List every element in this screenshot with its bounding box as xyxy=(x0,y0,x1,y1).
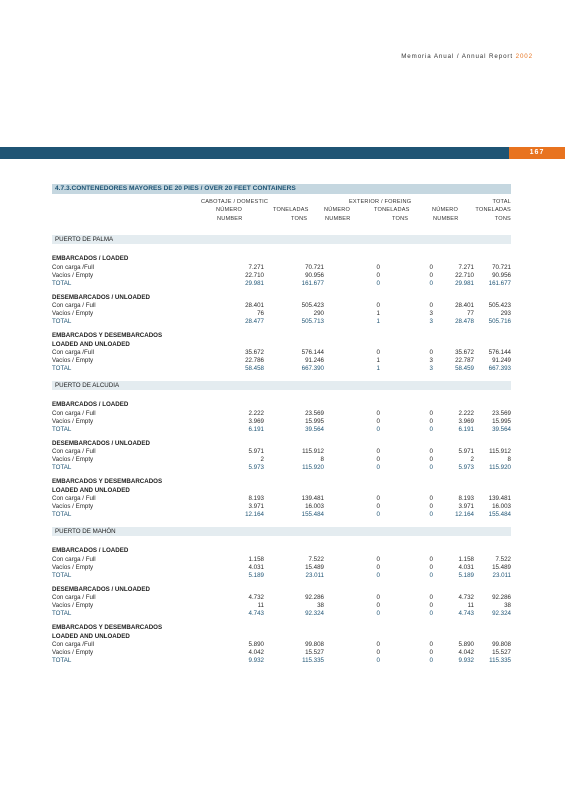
row-value: 0 xyxy=(376,657,380,664)
row-value: 5.890 xyxy=(248,641,264,648)
row-value: 0 xyxy=(376,503,380,510)
row-label: TOTAL xyxy=(52,425,72,433)
row-value: 0 xyxy=(376,511,380,518)
row-value: 0 xyxy=(376,302,380,309)
row-value: 99.808 xyxy=(305,641,324,648)
port-group-body xyxy=(52,255,511,373)
port-group-body xyxy=(52,547,511,665)
total-row xyxy=(52,657,511,665)
row-value: 0 xyxy=(429,610,433,617)
row-value: 3 xyxy=(429,365,433,372)
header-cabotaje: CABOTAJE / DOMESTIC xyxy=(201,199,269,205)
row-label: Con carga /Full xyxy=(52,349,94,356)
port-group-heading: PUERTO DE MAHÓN xyxy=(52,527,511,536)
row-value: 505.716 xyxy=(488,318,511,325)
table-row xyxy=(52,448,511,456)
row-label: TOTAL xyxy=(52,571,72,579)
row-value: 22.787 xyxy=(455,357,474,364)
row-label: Con carga / Full xyxy=(52,594,96,601)
table-row xyxy=(52,410,511,418)
table-row xyxy=(52,349,511,357)
row-value: 1 xyxy=(376,365,380,372)
row-value: 6.191 xyxy=(248,425,264,433)
header-band-navy xyxy=(0,147,509,159)
row-value: 0 xyxy=(429,302,433,309)
block-title: DESEMBARCADOS / UNLOADED xyxy=(52,293,150,301)
row-value: 0 xyxy=(429,456,433,463)
row-value: 92.286 xyxy=(492,594,511,601)
table-row xyxy=(52,556,511,564)
total-row xyxy=(52,464,511,472)
row-value: 3.969 xyxy=(458,417,474,425)
row-value: 39.564 xyxy=(492,425,511,433)
row-value: 115.335 xyxy=(489,657,511,664)
row-value: 155.484 xyxy=(488,511,511,518)
header-toneladas-3: TONELADAS xyxy=(475,207,511,213)
row-value: 2.222 xyxy=(248,409,264,417)
row-value: 2 xyxy=(470,456,474,463)
header-number-2: NUMBER xyxy=(325,216,351,222)
row-value: 23.011 xyxy=(305,571,324,579)
row-value: 8.193 xyxy=(458,495,474,502)
row-value: 0 xyxy=(429,571,433,579)
row-label: Vacíos / Empty xyxy=(52,456,94,463)
row-label: Vacíos / Empty xyxy=(52,417,94,425)
block-title: LOADED AND UNLOADED xyxy=(52,632,130,640)
row-value: 0 xyxy=(429,495,433,502)
running-head-text: Memoria Anual / Annual Report xyxy=(401,53,513,60)
row-value: 1.158 xyxy=(458,555,474,563)
row-value: 576.144 xyxy=(488,349,511,356)
row-value: 0 xyxy=(429,511,433,518)
row-value: 7.522 xyxy=(308,555,324,563)
row-value: 0 xyxy=(429,409,433,417)
row-value: 155.484 xyxy=(301,511,324,518)
row-value: 15.489 xyxy=(305,563,324,571)
row-value: 3.971 xyxy=(458,503,474,510)
row-value: 35.672 xyxy=(455,349,474,356)
row-value: 0 xyxy=(429,349,433,356)
row-value: 28.401 xyxy=(245,302,264,309)
row-value: 115.912 xyxy=(302,448,324,455)
row-value: 0 xyxy=(376,263,380,271)
row-value: 0 xyxy=(376,563,380,571)
row-value: 11 xyxy=(467,602,474,609)
row-value: 0 xyxy=(429,641,433,648)
row-value: 5.971 xyxy=(248,448,264,455)
row-value: 92.324 xyxy=(305,610,324,617)
row-value: 8 xyxy=(320,456,324,463)
row-value: 0 xyxy=(429,649,433,656)
row-value: 7.271 xyxy=(248,263,264,271)
row-value: 39.564 xyxy=(305,425,324,433)
containers-table-section xyxy=(52,184,511,673)
row-value: 7.271 xyxy=(458,263,474,271)
table-row xyxy=(52,503,511,511)
header-number-3: NUMBER xyxy=(433,216,459,222)
row-value: 7.522 xyxy=(495,555,511,563)
row-value: 3.971 xyxy=(248,503,264,510)
row-value: 23.011 xyxy=(492,571,511,579)
row-value: 505.713 xyxy=(301,318,324,325)
block-title: EMBARCADOS / LOADED xyxy=(52,401,129,408)
header-toneladas-1: TONELADAS xyxy=(273,207,309,213)
header-band xyxy=(0,147,565,159)
row-value: 4.031 xyxy=(248,563,264,571)
row-value: 2.222 xyxy=(458,409,474,417)
row-value: 12.164 xyxy=(455,511,474,518)
row-value: 4.042 xyxy=(458,649,474,656)
row-value: 38 xyxy=(504,602,511,609)
header-total: TOTAL xyxy=(492,199,511,205)
header-tons-1: TONS xyxy=(291,216,308,222)
row-value: 0 xyxy=(376,594,380,601)
block-title: EMBARCADOS Y DESEMBARCADOS xyxy=(52,624,163,631)
row-value: 115.335 xyxy=(302,657,324,664)
section-title: 4.7.3.CONTENEDORES MAYORES DE 20 PIES / OVER 20 FEET CONTAINERS xyxy=(52,184,511,194)
row-value: 0 xyxy=(376,409,380,417)
row-label: TOTAL xyxy=(52,318,72,325)
row-value: 0 xyxy=(429,417,433,425)
row-label: Con carga / Full xyxy=(52,448,96,455)
row-value: 161.677 xyxy=(301,279,324,287)
row-value: 0 xyxy=(376,425,380,433)
total-row xyxy=(52,426,511,434)
row-value: 22.710 xyxy=(455,271,474,279)
port-group-heading: PUERTO DE ALCUDIA xyxy=(52,381,511,390)
row-value: 0 xyxy=(429,425,433,433)
row-value: 1 xyxy=(376,357,380,364)
row-value: 4.732 xyxy=(458,594,474,601)
row-value: 35.672 xyxy=(245,349,264,356)
row-label: TOTAL xyxy=(52,279,72,287)
row-value: 0 xyxy=(429,594,433,601)
row-label: Vacíos / Empty xyxy=(52,503,94,510)
row-value: 0 xyxy=(429,279,433,287)
row-value: 293 xyxy=(500,310,511,317)
table-row xyxy=(52,264,511,272)
row-label: TOTAL xyxy=(52,365,72,372)
row-value: 0 xyxy=(429,555,433,563)
row-value: 0 xyxy=(429,563,433,571)
row-value: 576.144 xyxy=(301,349,324,356)
block-title: DESEMBARCADOS / UNLOADED xyxy=(52,439,150,447)
row-value: 2 xyxy=(260,456,264,463)
block-title: EMBARCADOS Y DESEMBARCADOS xyxy=(52,478,163,485)
row-value: 0 xyxy=(429,602,433,609)
row-value: 58.458 xyxy=(245,365,264,372)
group-spacer xyxy=(52,536,511,547)
row-value: 0 xyxy=(376,456,380,463)
row-value: 70.721 xyxy=(492,263,511,271)
group-spacer xyxy=(52,669,511,673)
row-value: 23.569 xyxy=(305,409,324,417)
row-value: 0 xyxy=(429,464,433,471)
row-value: 28.478 xyxy=(455,318,474,325)
table-row xyxy=(52,357,511,365)
table-row xyxy=(52,418,511,426)
row-value: 28.401 xyxy=(455,302,474,309)
row-value: 5.189 xyxy=(248,571,264,579)
header-numero-2: NÚMERO xyxy=(324,207,351,213)
header-tons-2: TONS xyxy=(392,216,409,222)
port-group-body xyxy=(52,401,511,519)
row-value: 0 xyxy=(429,448,433,455)
table-row xyxy=(52,456,511,464)
row-value: 15.995 xyxy=(492,417,511,425)
row-value: 0 xyxy=(376,349,380,356)
row-value: 22.710 xyxy=(245,271,264,279)
row-value: 70.721 xyxy=(305,263,324,271)
running-head-year: 2002 xyxy=(515,53,533,60)
row-value: 15.995 xyxy=(305,417,324,425)
row-value: 1.158 xyxy=(248,555,264,563)
port-group-heading: PUERTO DE PALMA xyxy=(52,235,511,244)
row-value: 16.003 xyxy=(305,503,324,510)
header-number-1: NUMBER xyxy=(217,216,243,222)
header-toneladas-2: TONELADAS xyxy=(374,207,410,213)
row-value: 15.527 xyxy=(305,649,324,656)
row-value: 3 xyxy=(429,310,433,317)
table-row xyxy=(52,302,511,310)
row-value: 90.956 xyxy=(305,271,324,279)
row-value: 8 xyxy=(507,456,511,463)
row-value: 3 xyxy=(429,357,433,364)
row-value: 4.042 xyxy=(248,649,264,656)
row-value: 0 xyxy=(376,602,380,609)
row-value: 12.164 xyxy=(245,511,264,518)
row-value: 0 xyxy=(376,610,380,617)
row-value: 4.743 xyxy=(458,610,474,617)
row-label: Con carga / Full xyxy=(52,555,96,563)
row-label: Vacíos / Empty xyxy=(52,310,94,317)
row-value: 0 xyxy=(376,279,380,287)
row-value: 0 xyxy=(376,495,380,502)
group-spacer xyxy=(52,390,511,401)
table-row xyxy=(52,602,511,610)
row-value: 0 xyxy=(376,649,380,656)
row-value: 0 xyxy=(376,417,380,425)
row-value: 0 xyxy=(429,271,433,279)
row-label: Vacíos / Empty xyxy=(52,602,94,609)
row-value: 5.890 xyxy=(458,641,474,648)
column-headers xyxy=(52,198,511,235)
row-value: 29.981 xyxy=(455,279,474,287)
block-title: LOADED AND UNLOADED xyxy=(52,340,130,348)
row-value: 15.489 xyxy=(492,563,511,571)
row-label: TOTAL xyxy=(52,657,72,664)
row-value: 0 xyxy=(376,448,380,455)
block-title: EMBARCADOS / LOADED xyxy=(52,547,129,554)
row-label: Con carga / Full xyxy=(52,495,96,502)
row-value: 3 xyxy=(429,318,433,325)
row-value: 5.971 xyxy=(458,448,474,455)
row-value: 505.423 xyxy=(488,302,511,309)
row-value: 4.031 xyxy=(458,563,474,571)
running-head xyxy=(401,53,533,60)
row-value: 15.527 xyxy=(492,649,511,656)
block-title: EMBARCADOS / LOADED xyxy=(52,255,129,262)
total-row xyxy=(52,280,511,288)
row-value: 38 xyxy=(317,602,324,609)
group-spacer xyxy=(52,244,511,255)
table-row xyxy=(52,594,511,602)
row-value: 5.973 xyxy=(458,464,474,471)
row-value: 0 xyxy=(376,641,380,648)
row-value: 76 xyxy=(257,310,264,317)
row-value: 90.956 xyxy=(492,271,511,279)
row-value: 99.808 xyxy=(492,641,511,648)
total-row xyxy=(52,318,511,326)
block-title: EMBARCADOS Y DESEMBARCADOS xyxy=(52,332,163,339)
row-label: TOTAL xyxy=(52,610,72,617)
total-row xyxy=(52,365,511,373)
row-value: 8.193 xyxy=(248,495,264,502)
row-value: 9.932 xyxy=(458,657,474,664)
row-value: 0 xyxy=(429,657,433,664)
row-value: 290 xyxy=(313,310,324,317)
table-row xyxy=(52,641,511,649)
row-label: TOTAL xyxy=(52,464,72,471)
row-value: 92.286 xyxy=(305,594,324,601)
row-value: 9.932 xyxy=(248,657,264,664)
row-label: Con carga /Full xyxy=(52,641,94,648)
row-label: Con carga /Full xyxy=(52,263,94,271)
row-value: 667.393 xyxy=(488,365,511,372)
block-title: DESEMBARCADOS / UNLOADED xyxy=(52,585,150,593)
header-numero-3: NÚMERO xyxy=(432,207,459,213)
row-value: 58.459 xyxy=(455,365,474,372)
row-value: 29.981 xyxy=(245,279,264,287)
table-row xyxy=(52,310,511,318)
row-value: 4.732 xyxy=(248,594,264,601)
row-label: TOTAL xyxy=(52,511,72,518)
row-value: 92.324 xyxy=(492,610,511,617)
row-value: 16.003 xyxy=(492,503,511,510)
header-numero-1: NÚMERO xyxy=(216,207,243,213)
row-value: 91.249 xyxy=(492,357,511,364)
table-row xyxy=(52,564,511,572)
row-value: 0 xyxy=(429,263,433,271)
row-value: 11 xyxy=(257,602,264,609)
block-title: LOADED AND UNLOADED xyxy=(52,486,130,494)
row-label: Vacíos / Empty xyxy=(52,357,94,364)
row-value: 22.786 xyxy=(245,357,264,364)
row-value: 6.191 xyxy=(458,425,474,433)
total-row xyxy=(52,610,511,618)
row-label: Con carga / Full xyxy=(52,409,96,417)
total-row xyxy=(52,511,511,519)
row-value: 1 xyxy=(376,318,380,325)
row-value: 91.246 xyxy=(305,357,324,364)
row-value: 161.677 xyxy=(488,279,511,287)
page-number: 167 xyxy=(509,147,565,159)
row-label: Vacíos / Empty xyxy=(52,649,94,656)
row-value: 0 xyxy=(376,464,380,471)
row-value: 28.477 xyxy=(245,318,264,325)
row-value: 4.743 xyxy=(248,610,264,617)
row-label: Vacíos / Empty xyxy=(52,271,94,279)
row-value: 667.390 xyxy=(301,365,324,372)
row-value: 3.969 xyxy=(248,417,264,425)
row-value: 115.912 xyxy=(489,448,511,455)
row-value: 505.423 xyxy=(301,302,324,309)
row-value: 5.189 xyxy=(458,571,474,579)
row-value: 77 xyxy=(467,310,474,317)
row-value: 0 xyxy=(376,271,380,279)
row-value: 115.920 xyxy=(302,464,324,471)
row-value: 115.920 xyxy=(489,464,511,471)
header-tons-3: TONS xyxy=(494,216,511,222)
row-label: Con carga / Full xyxy=(52,302,96,309)
row-label: Vacíos / Empty xyxy=(52,563,94,571)
port-groups xyxy=(52,235,511,673)
total-row xyxy=(52,572,511,580)
table-row xyxy=(52,495,511,503)
table-row xyxy=(52,649,511,657)
row-value: 0 xyxy=(429,503,433,510)
header-exterior: EXTERIOR / FOREING xyxy=(349,199,412,205)
row-value: 1 xyxy=(376,310,380,317)
row-value: 0 xyxy=(376,571,380,579)
row-value: 139.481 xyxy=(301,495,324,502)
row-value: 5.973 xyxy=(248,464,264,471)
row-value: 139.481 xyxy=(488,495,511,502)
table-row xyxy=(52,272,511,280)
row-value: 0 xyxy=(376,555,380,563)
row-value: 23.569 xyxy=(492,409,511,417)
